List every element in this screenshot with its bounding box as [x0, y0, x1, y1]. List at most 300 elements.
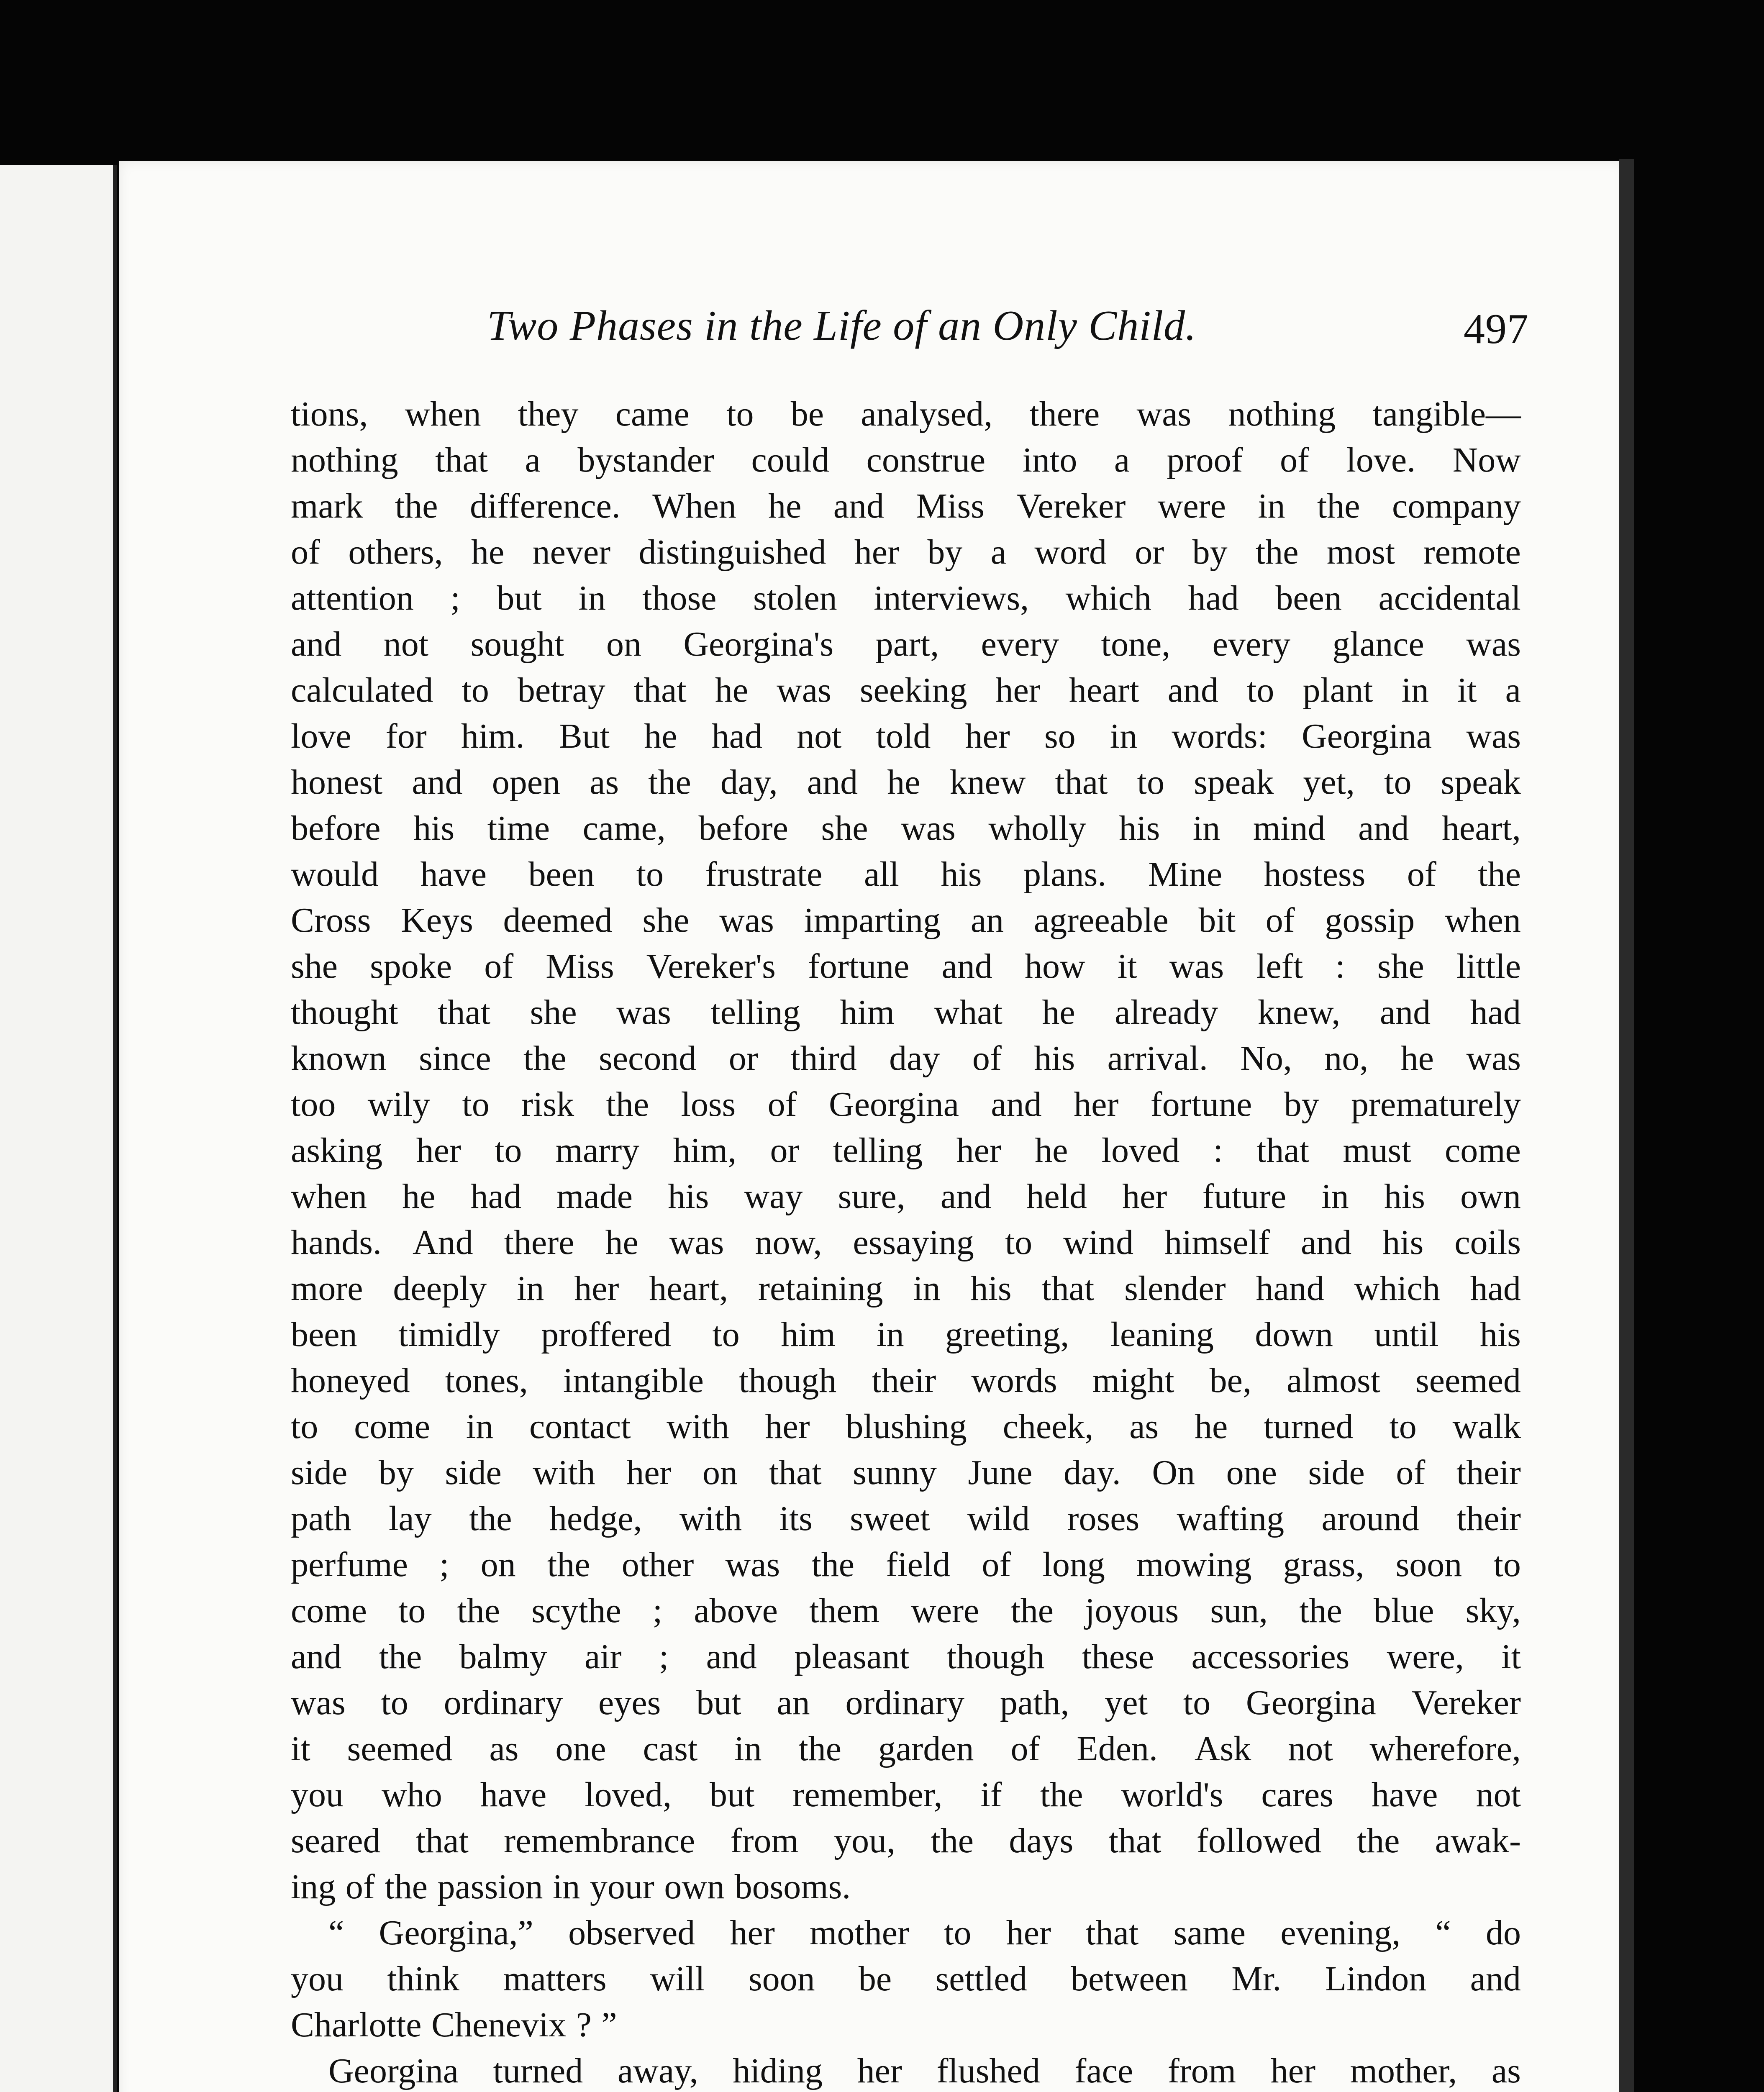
text-word: come — [1444, 1131, 1521, 1170]
text-word: every — [981, 625, 1059, 664]
text-word: Vereker — [1411, 1683, 1521, 1722]
text-word: long — [1042, 1545, 1105, 1584]
text-word: or — [770, 1131, 800, 1170]
text-word: risk — [521, 1085, 574, 1124]
text-word: himself — [1164, 1223, 1270, 1262]
text-word: in — [466, 1407, 494, 1446]
text-word: she — [530, 993, 577, 1032]
text-word: have — [420, 855, 487, 894]
text-word: not — [1288, 1729, 1333, 1768]
text-word: one — [1226, 1453, 1277, 1492]
text-line — [291, 1036, 1521, 1082]
text-word: their — [872, 1361, 936, 1400]
text-word: lay — [388, 1499, 432, 1538]
text-word: knew, — [1257, 993, 1341, 1032]
text-line — [291, 805, 1521, 851]
text-word: field — [886, 1545, 951, 1584]
text-word: calculated — [291, 671, 433, 710]
text-word: nothing — [1228, 395, 1336, 433]
text-line — [291, 1864, 1521, 1910]
text-word: down — [1255, 1315, 1333, 1354]
text-word: other — [621, 1545, 694, 1584]
text-word: that — [1086, 1913, 1139, 1952]
running-header — [366, 293, 1529, 353]
text-word: with — [533, 1453, 595, 1492]
text-word: days — [1009, 1821, 1074, 1860]
text-word: plant — [1302, 671, 1373, 710]
text-word: yet — [1105, 1683, 1148, 1722]
text-word: Georgina — [828, 1085, 959, 1124]
text-word: never — [532, 533, 611, 572]
text-word: him. — [461, 717, 525, 756]
text-word: its — [779, 1499, 813, 1538]
text-word: tangible— — [1372, 395, 1521, 433]
text-word: betray — [517, 671, 605, 710]
text-word: Georgina,” — [379, 1913, 533, 1952]
text-line — [291, 1358, 1521, 1404]
text-word: was — [719, 901, 774, 940]
text-word: might — [1092, 1361, 1174, 1400]
text-word: them — [809, 1591, 880, 1630]
text-word: not — [1476, 1775, 1521, 1814]
text-word: not — [383, 625, 429, 664]
text-word: him — [781, 1315, 836, 1354]
text-word: Chenevix — [431, 2005, 567, 2044]
text-word: turned — [493, 2051, 583, 2090]
text-word: in — [877, 1315, 904, 1354]
text-word: and — [1167, 671, 1219, 710]
text-word: Charlotte — [291, 2005, 422, 2044]
text-word: he — [644, 717, 677, 756]
text-word: balmy — [459, 1637, 547, 1676]
text-word: the — [1299, 1591, 1342, 1630]
body-text — [291, 391, 1521, 2092]
text-word: would — [291, 855, 379, 894]
text-word: ordinary — [845, 1683, 965, 1722]
text-word: be, — [1209, 1361, 1251, 1400]
text-word: gossip — [1325, 901, 1415, 940]
text-word: but — [710, 1775, 755, 1814]
text-word: wind — [1063, 1223, 1134, 1262]
text-word: the — [1040, 1775, 1083, 1814]
text-line — [291, 1818, 1521, 1864]
text-word: it — [1117, 947, 1137, 986]
text-word: “ — [1435, 1913, 1451, 1952]
text-word: grass, — [1283, 1545, 1364, 1584]
text-word: to — [1247, 671, 1274, 710]
text-word: she — [642, 901, 690, 940]
text-word: and — [291, 625, 342, 664]
text-word: wild — [967, 1499, 1030, 1538]
text-word: to — [291, 1407, 318, 1446]
text-word: and — [412, 763, 463, 802]
text-word: and — [291, 1637, 342, 1676]
text-word: think — [387, 1959, 459, 1998]
text-word: mind — [1253, 809, 1326, 848]
text-word: passion — [437, 1867, 543, 1906]
text-word: bosoms. — [734, 1867, 851, 1906]
text-word: day, — [720, 763, 778, 802]
text-word: to — [1137, 763, 1164, 802]
text-word: Georgina — [1246, 1683, 1376, 1722]
text-line — [291, 1910, 1521, 1956]
text-word: into — [1022, 441, 1077, 479]
text-word: be — [790, 395, 824, 433]
text-word: in — [578, 579, 606, 618]
text-word: must — [1343, 1131, 1411, 1170]
text-word: her — [574, 1269, 619, 1308]
text-word: in — [1401, 671, 1429, 710]
text-word: were — [1157, 487, 1226, 526]
text-word: now, — [755, 1223, 822, 1262]
text-word: part, — [875, 625, 939, 664]
text-word: and — [833, 487, 885, 526]
text-word: deemed — [503, 901, 613, 940]
text-word: which — [1354, 1269, 1440, 1308]
text-word: sweet — [850, 1499, 930, 1538]
text-word: And — [412, 1223, 473, 1262]
text-word: in — [1110, 717, 1138, 756]
text-word: mark — [291, 487, 363, 526]
text-word: made — [556, 1177, 633, 1216]
text-word: were — [911, 1591, 979, 1630]
text-word: from — [1167, 2051, 1236, 2090]
text-word: a — [525, 441, 541, 479]
text-word: heart — [1069, 671, 1139, 710]
text-word: little — [1456, 947, 1521, 986]
text-word: wherefore, — [1369, 1729, 1521, 1768]
text-word: her — [765, 1407, 810, 1446]
text-word: and — [1301, 1223, 1352, 1262]
text-word: bit — [1198, 901, 1236, 940]
text-word: and — [1358, 809, 1409, 848]
text-word: of — [767, 1085, 797, 1124]
text-word: Now — [1452, 441, 1521, 479]
text-word: with — [679, 1499, 742, 1538]
text-word: have — [480, 1775, 547, 1814]
text-word: she — [821, 809, 868, 848]
text-word: their — [1456, 1453, 1521, 1492]
text-word: already — [1115, 993, 1218, 1032]
running-title: Two Phases in the Life of an Only Child. — [487, 302, 1197, 349]
text-word: wafting — [1177, 1499, 1285, 1538]
text-word: awak- — [1435, 1821, 1521, 1860]
text-word: speak — [1194, 763, 1274, 802]
text-word: an — [777, 1683, 810, 1722]
text-word: observed — [568, 1913, 695, 1952]
text-word: ordinary — [444, 1683, 563, 1722]
text-word: Georgina — [1302, 717, 1432, 756]
text-word: settled — [935, 1959, 1027, 1998]
text-word: the — [1317, 487, 1360, 526]
text-word: as — [489, 1729, 519, 1768]
text-word: the — [385, 1867, 428, 1906]
text-word: accidental — [1378, 579, 1521, 618]
text-word: every — [1212, 625, 1291, 664]
text-word: When — [652, 487, 736, 526]
text-word: seemed — [1415, 1361, 1521, 1400]
text-line — [291, 621, 1521, 667]
text-word: the — [1255, 533, 1299, 572]
text-word: side — [291, 1453, 348, 1492]
text-word: was — [1466, 1039, 1521, 1078]
text-word: he — [887, 763, 920, 802]
text-word: too — [291, 1085, 336, 1124]
text-line — [291, 943, 1521, 990]
text-word: essaying — [853, 1223, 974, 1262]
text-word: of — [972, 1039, 1002, 1078]
text-word: path — [291, 1499, 351, 1538]
text-word: eyes — [598, 1683, 661, 1722]
text-word: to — [398, 1591, 426, 1630]
text-word: of — [1010, 1729, 1040, 1768]
page-binding-shadow — [1619, 159, 1634, 2092]
text-word: heart, — [649, 1269, 728, 1308]
text-word: been — [1275, 579, 1342, 618]
text-word: joyous — [1085, 1591, 1179, 1630]
text-word: the — [379, 1637, 422, 1676]
text-word: but — [696, 1683, 741, 1722]
text-word: ” — [601, 2005, 617, 2044]
text-word: turned — [1264, 1407, 1354, 1446]
text-word: prematurely — [1351, 1085, 1521, 1124]
text-word: since — [419, 1039, 491, 1078]
text-word: of — [484, 947, 514, 986]
text-word: own — [664, 1867, 725, 1906]
text-word: honeyed — [291, 1361, 410, 1400]
text-word: to — [1384, 763, 1412, 802]
text-word: her — [1270, 2051, 1316, 2090]
text-word: greeting, — [945, 1315, 1069, 1354]
text-word: second — [599, 1039, 697, 1078]
text-word: ; — [659, 1637, 669, 1676]
text-word: around — [1321, 1499, 1419, 1538]
text-word: it — [1501, 1637, 1521, 1676]
text-word: him, — [673, 1131, 737, 1170]
text-word: No, — [1240, 1039, 1292, 1078]
text-word: arrival. — [1107, 1039, 1208, 1078]
text-word: that — [415, 1821, 469, 1860]
text-word: you — [291, 1775, 344, 1814]
text-word: path, — [1000, 1683, 1069, 1722]
text-word: was — [1136, 395, 1192, 433]
text-word: remembrance — [504, 1821, 695, 1860]
text-word: her — [1074, 1085, 1119, 1124]
text-word: could — [751, 441, 830, 479]
text-word: wholly — [988, 809, 1086, 848]
text-word: “ — [328, 1913, 344, 1952]
text-word: have — [1371, 1775, 1438, 1814]
text-word: wily — [367, 1085, 431, 1124]
text-word: or — [728, 1039, 758, 1078]
text-word: proof — [1167, 441, 1243, 479]
text-word: Miss — [916, 487, 985, 526]
text-word: open — [492, 763, 561, 802]
text-word: was — [777, 671, 831, 710]
text-word: Ask — [1194, 1729, 1251, 1768]
text-word: cast — [643, 1729, 698, 1768]
text-line — [291, 1128, 1521, 1174]
text-word: held — [1026, 1177, 1087, 1216]
text-word: her — [1122, 1177, 1167, 1216]
text-word: to — [381, 1683, 408, 1722]
text-word: those — [642, 579, 717, 618]
text-word: hedge, — [549, 1499, 642, 1538]
text-word: and — [706, 1637, 757, 1676]
text-word: others, — [348, 533, 443, 572]
text-word: Eden. — [1077, 1729, 1158, 1768]
text-word: that — [1108, 1821, 1161, 1860]
text-word: in — [553, 1867, 580, 1906]
text-word: was — [616, 993, 671, 1032]
text-word: day — [889, 1039, 940, 1078]
text-word: mother, — [1350, 2051, 1457, 2090]
text-word: retaining — [758, 1269, 883, 1308]
text-word: as — [590, 763, 619, 802]
text-word: it — [1457, 671, 1477, 710]
text-word: same — [1173, 1913, 1246, 1952]
text-word: roses — [1067, 1499, 1140, 1538]
text-word: her — [995, 671, 1041, 710]
text-word: of — [1280, 441, 1310, 479]
text-word: in — [517, 1269, 544, 1308]
text-word: followed — [1196, 1821, 1322, 1860]
text-word: But — [559, 717, 610, 756]
text-word: that — [633, 671, 687, 710]
text-word: side — [445, 1453, 502, 1492]
text-word: time — [487, 809, 550, 848]
text-word: came, — [582, 809, 666, 848]
text-word: to — [1183, 1683, 1211, 1722]
text-word: as — [1491, 2051, 1521, 2090]
text-word: there — [1029, 395, 1100, 433]
text-word: you — [291, 1959, 344, 1998]
text-word: that — [1041, 1269, 1095, 1308]
text-word: in — [1192, 809, 1220, 848]
text-word: he — [1400, 1039, 1434, 1078]
text-word: his — [941, 855, 982, 894]
text-word: though — [738, 1361, 837, 1400]
text-line — [291, 1496, 1521, 1542]
text-word: Georgina's — [683, 625, 834, 664]
text-word: was — [291, 1683, 346, 1722]
text-word: there — [504, 1223, 574, 1262]
text-word: or — [1135, 533, 1164, 572]
text-word: loved — [1101, 1131, 1180, 1170]
text-word: ; — [439, 1545, 449, 1584]
text-word: to — [712, 1315, 740, 1354]
text-word: loss — [681, 1085, 736, 1124]
text-word: came — [615, 395, 690, 433]
text-word: on — [703, 1453, 738, 1492]
text-word: word — [1034, 533, 1107, 572]
text-word: the — [1478, 855, 1521, 894]
text-word: to — [1389, 1407, 1417, 1446]
text-word: more — [291, 1269, 363, 1308]
text-line — [291, 1772, 1521, 1818]
text-word: when — [291, 1177, 367, 1216]
text-word: hands. — [291, 1223, 382, 1262]
text-word: asking — [291, 1131, 383, 1170]
text-word: on — [480, 1545, 516, 1584]
text-word: was — [669, 1223, 724, 1262]
text-word: honest — [291, 763, 383, 802]
text-word: ? — [576, 2005, 592, 2044]
text-word: that — [1055, 763, 1108, 802]
text-word: seared — [291, 1821, 381, 1860]
text-word: when — [1444, 901, 1521, 940]
text-word: known — [291, 1039, 387, 1078]
text-word: stolen — [753, 579, 837, 618]
text-word: in — [1321, 1177, 1349, 1216]
text-word: sunny — [853, 1453, 937, 1492]
text-word: frustrate — [705, 855, 823, 894]
text-word: remote — [1423, 533, 1521, 572]
text-word: Keys — [401, 901, 473, 940]
text-word: they — [518, 395, 579, 433]
text-word: her — [416, 1131, 461, 1170]
text-word: by — [378, 1453, 414, 1492]
text-word: away, — [617, 2051, 698, 2090]
text-word: ing — [291, 1867, 336, 1906]
text-word: most — [1326, 533, 1395, 572]
text-word: all — [864, 855, 899, 894]
text-word: her — [956, 1131, 1001, 1170]
text-word: though — [946, 1637, 1045, 1676]
text-word: attention — [291, 579, 414, 618]
text-line — [291, 437, 1521, 483]
text-line — [291, 2048, 1521, 2092]
text-word: mother — [810, 1913, 909, 1952]
text-word: of — [1396, 1453, 1426, 1492]
text-word: which — [1065, 579, 1151, 618]
text-word: coils — [1454, 1223, 1521, 1262]
text-word: : — [1335, 947, 1345, 986]
text-word: and — [807, 763, 858, 802]
text-word: an — [970, 901, 1004, 940]
text-word: ; — [450, 579, 460, 618]
text-line — [291, 1082, 1521, 1128]
text-word: air — [584, 1637, 622, 1676]
text-word: for — [385, 717, 427, 756]
text-word: contact — [529, 1407, 631, 1446]
text-word: the — [798, 1729, 842, 1768]
text-word: had — [1470, 1269, 1521, 1308]
text-line — [291, 759, 1521, 805]
text-word: bystander — [577, 441, 714, 479]
text-word: was — [1169, 947, 1224, 986]
text-word: had — [711, 717, 763, 756]
text-word: no, — [1324, 1039, 1369, 1078]
text-word: sure, — [838, 1177, 905, 1216]
text-word: the — [457, 1591, 500, 1630]
text-word: as — [1129, 1407, 1159, 1446]
text-word: spoke — [370, 947, 452, 986]
text-line — [291, 2002, 1521, 2048]
text-word: one — [555, 1729, 606, 1768]
text-word: how — [1024, 947, 1085, 986]
text-word: these — [1082, 1637, 1154, 1676]
text-word: sun, — [1210, 1591, 1268, 1630]
text-word: love — [291, 717, 351, 756]
text-word: almost — [1286, 1361, 1380, 1400]
text-word: to — [726, 395, 754, 433]
text-word: glance — [1332, 625, 1424, 664]
text-word: that — [769, 1453, 822, 1492]
text-word: her — [965, 717, 1010, 756]
text-word: her — [854, 533, 900, 572]
text-word: Mine — [1148, 855, 1223, 894]
